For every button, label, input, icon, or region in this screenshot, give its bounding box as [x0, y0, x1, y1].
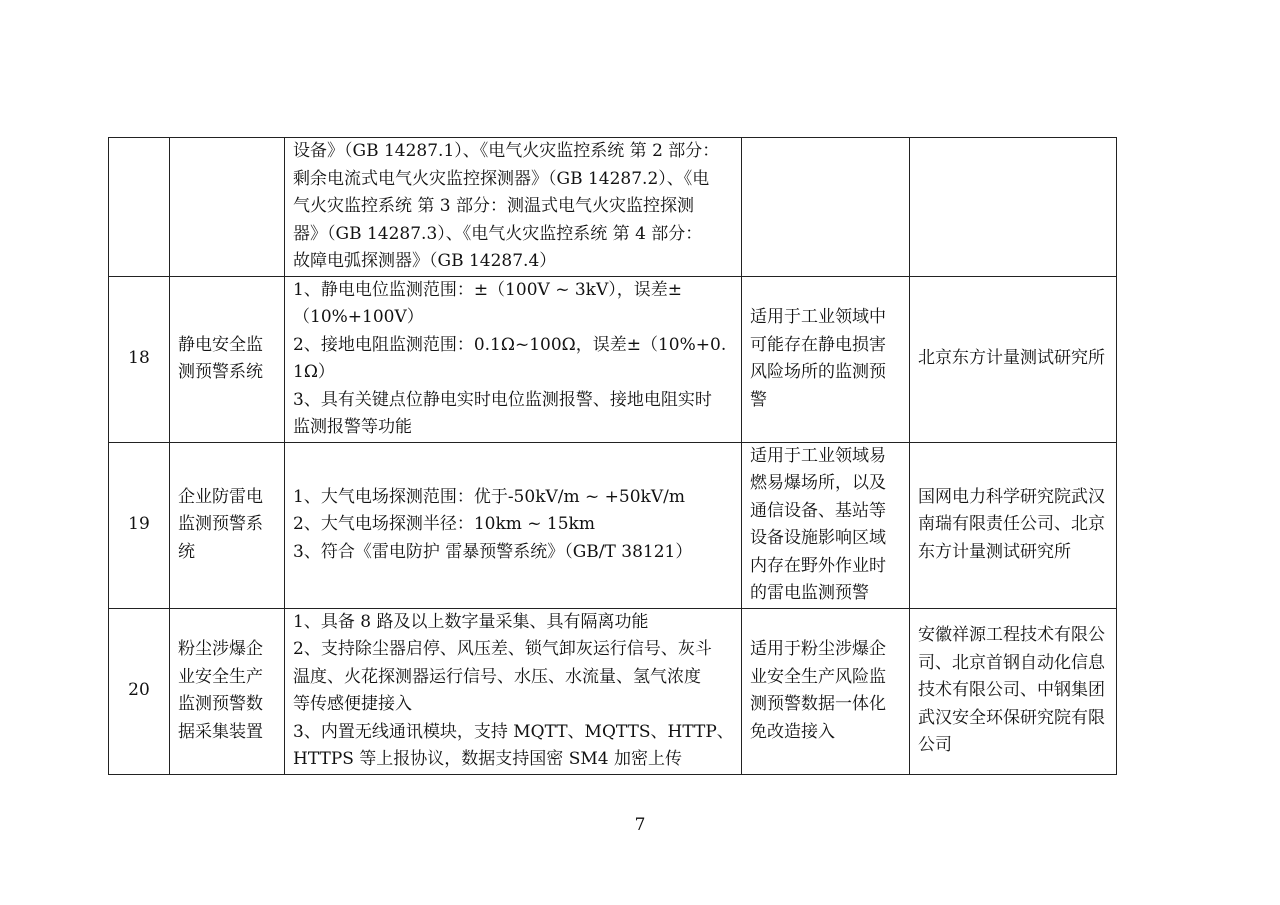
- spec-line: 2、接地电阻监测范围：0.1Ω~100Ω，误差±（10%+0.1Ω）: [293, 334, 727, 382]
- spec-line: 气火灾监控系统 第 3 部分：测温式电气火灾监控探测: [293, 196, 695, 216]
- row-number-cell: 18: [109, 276, 170, 442]
- spec-line: 3、具有关键点位静电实时电位监测报警、接地电阻实时: [293, 389, 712, 410]
- table-row: [109, 276, 1117, 442]
- spec-line: 3、符合《雷电防护 雷暴预警系统》（GB/T 38121）: [293, 541, 693, 562]
- technical-spec-cell: [285, 608, 742, 774]
- table-row: [109, 138, 1117, 277]
- application-scope-cell: [742, 138, 910, 277]
- spec-line: 剩余电流式电气火灾监控探测器》（GB 14287.2）、《电: [293, 168, 710, 189]
- spec-line: 1、具备 8 路及以上数字量采集、具有隔离功能: [293, 611, 649, 632]
- spec-line: 温度、火花探测器运行信号、水压、水流量、氢气浓度: [293, 666, 701, 687]
- spec-line: 1、静电电位监测范围：±（100V ~ 3kV），误差±: [293, 279, 682, 300]
- recommending-unit-cell: 国网电力科学研究院武汉南瑞有限责任公司、北京东方计量测试研究所: [910, 442, 1117, 608]
- equipment-name-cell: 静电安全监测预警系统: [170, 276, 285, 442]
- application-scope-cell: 适用于粉尘涉爆企业安全生产风险监测预警数据一体化免改造接入: [742, 608, 910, 774]
- spec-line: HTTPS 等上报协议，数据支持国密 SM4 加密上传: [293, 749, 682, 769]
- equipment-name-cell: [170, 138, 285, 277]
- row-number-cell: [109, 138, 170, 277]
- spec-line: 1、大气电场探测范围：优于-50kV/m ~ +50kV/m: [293, 486, 685, 507]
- recommending-unit-cell: [910, 138, 1117, 277]
- row-number-cell: 20: [109, 608, 170, 774]
- technical-spec-cell: [285, 276, 742, 442]
- spec-line: 2、支持除尘器启停、风压差、锁气卸灰运行信号、灰斗: [293, 639, 712, 659]
- spec-line: 器》（GB 14287.3）、《电气火灾监控系统 第 4 部分：: [293, 223, 703, 244]
- application-scope-cell: 适用于工业领域中可能存在静电损害风险场所的监测预警: [742, 276, 910, 442]
- spec-line: 设备》（GB 14287.1）、《电气火灾监控系统 第 2 部分：: [293, 141, 720, 161]
- spec-line: 故障电弧探测器》（GB 14287.4）: [293, 251, 557, 271]
- spec-line: 2、大气电场探测半径：10km ~ 15km: [293, 514, 595, 535]
- row-number-cell: 19: [109, 442, 170, 608]
- equipment-name-cell: 企业防雷电监测预警系统: [170, 442, 285, 608]
- technical-spec-cell: [285, 442, 742, 608]
- spec-line: （10%+100V）: [293, 307, 424, 327]
- equipment-name-cell: 粉尘涉爆企业安全生产监测预警数据采集装置: [170, 608, 285, 774]
- technical-spec-cell: [285, 138, 742, 277]
- page-number: 7: [634, 815, 646, 835]
- spec-line: 等传感便捷接入: [293, 694, 412, 714]
- table-row: [109, 608, 1117, 774]
- equipment-table: [108, 137, 1117, 775]
- recommending-unit-cell: 安徽祥源工程技术有限公司、北京首钢自动化信息技术有限公司、中钢集团武汉安全环保研究院有限公司: [910, 608, 1117, 774]
- spec-line: 3、内置无线通讯模块，支持 MQTT、MQTTS、HTTP、: [293, 721, 734, 742]
- table-row: [109, 442, 1117, 608]
- application-scope-cell: 适用于工业领域易燃易爆场所，以及通信设备、基站等设备设施影响区域内存在野外作业时的雷电监测预警: [742, 442, 910, 608]
- recommending-unit-cell: 北京东方计量测试研究所: [910, 276, 1117, 442]
- spec-line: 监测报警等功能: [293, 417, 412, 437]
